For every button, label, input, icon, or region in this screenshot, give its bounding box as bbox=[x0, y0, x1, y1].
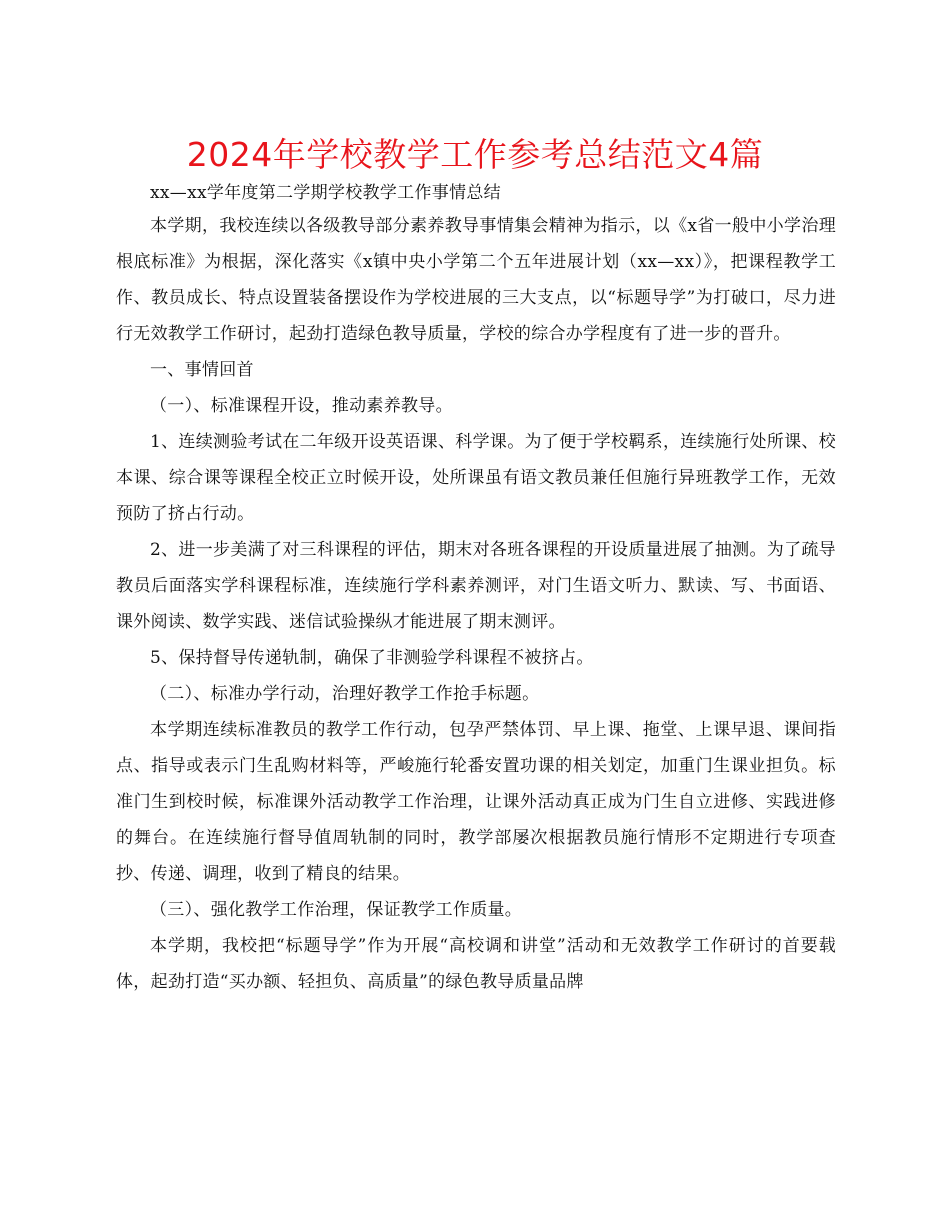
section-heading: 一、事情回首 bbox=[150, 360, 254, 380]
paragraph: 5、保持督导传递轨制，确保了非测验学科课程不被挤占。 bbox=[150, 648, 594, 668]
paragraph: 2、进一步美满了对三科课程的评估，期末对各班各课程的开设质量进展了抽测。为了疏导教员后面落实学科课程标准，连续施行学科素养测评，对门生语文听力、默读、写、书面语、课外阅读、数学实践、迷信试验操纵才能进展了期末测评。 bbox=[116, 540, 836, 632]
document-subtitle: xx—xx学年度第二学期学校教学工作事情总结 bbox=[150, 183, 501, 203]
paragraph: 本学期连续标准教员的教学工作行动，包孕严禁体罚、早上课、拖堂、上课早退、课间指点、指导或表示门生乱购材料等，严峻施行轮番安置功课的相关划定，加重门生课业担负。标准门生到校时候，标准课外活动教学工作治理，让课外活动真正成为门生自立进修、实践进修的舞台。在连续施行督导值周轨制的同时，教学部屡次根据教员施行情形不定期进行专项查抄、传递、调理，收到了精良的结果。 bbox=[116, 720, 836, 884]
subsection-heading: （三）、强化教学工作治理，保证教学工作质量。 bbox=[150, 900, 523, 920]
subsection-heading: （二）、标准办学行动，治理好教学工作抢手标题。 bbox=[150, 684, 540, 704]
document-title: 2024年学校教学工作参考总结范文4篇 bbox=[186, 135, 764, 174]
paragraph: 本学期，我校连续以各级教导部分素养教导事情集会精神为指示，以《x省一般中小学治理根底标准》为根据，深化落实《x镇中央小学第二个五年进展计划（xx—xx）》，把课程教学工作、教员成长、特点设置装备摆设作为学校进展的三大支点，以“标题导学”为打破口，尽力进行无效教学工作研讨，起劲打造绿色教导质量，学校的综合办学程度有了进一步的晋升。 bbox=[116, 216, 836, 344]
subsection-heading: （一）、标准课程开设，推动素养教导。 bbox=[150, 396, 453, 416]
document-body bbox=[116, 178, 836, 1000]
paragraph: 1、连续测验考试在二年级开设英语课、科学课。为了便于学校羁系，连续施行处所课、校本课、综合课等课程全校正立时候开设，处所课虽有语文教员兼任但施行异班教学工作，无效预防了挤占行动。 bbox=[116, 432, 836, 524]
paragraph: 本学期，我校把“标题导学”作为开展“高校调和讲堂”活动和无效教学工作研讨的首要载体，起劲打造“买办额、轻担负、高质量”的绿色教导质量品牌 bbox=[116, 936, 836, 992]
